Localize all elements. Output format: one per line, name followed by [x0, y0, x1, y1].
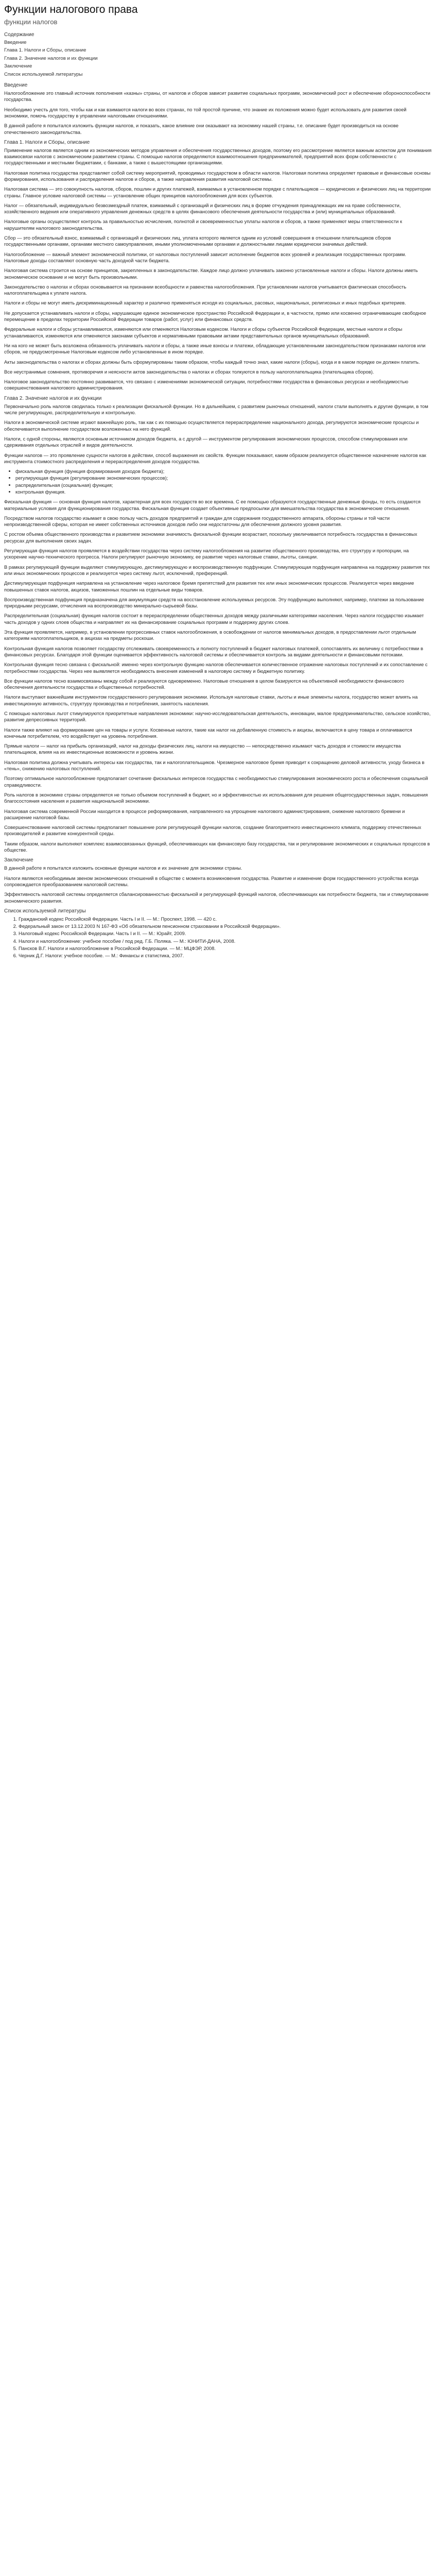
- paragraph: Налог — обязательный, индивидуально безвозмездный платеж, взимаемый с организаций и физических лиц в форме отчуждения принадлежащих им на праве собственности, хозяйственного ведения или оперативного управления денежных средств в целях финансового обеспечения деятельности государства и (или) муниципальных образований.: [4, 202, 401, 215]
- paragraph: Эта функция проявляется, например, в установлении прогрессивных ставок налогообложения, в освобождении от налогов минимальных доходов, в предоставлении льгот отдельным категориям налогоплательщиков, в акцизах на предметы роскоши.: [4, 629, 416, 641]
- paragraph: В данной работе я попытался изложить основные функции налогов и их значение для экономики страны.: [4, 865, 242, 871]
- table-of-contents: [4, 40, 432, 78]
- paragraph: Налоги, с одной стороны, являются основным источником доходов бюджета, а с другой — инструментом регулирования экономических процессов, способом стимулирования или сдерживания отдельных отраслей и видов деятельности.: [4, 435, 408, 448]
- paragraph: Налоги и сборы не могут иметь дискриминационный характер и различно применяться исходя из социальных, расовых, национальных, религиозных и иных подобных критериев.: [4, 300, 406, 306]
- paragraph: В рамках регулирующей функции выделяют стимулирующую, дестимулирующую и воспроизводственную подфункции. Стимулирующая подфункция направлена на поддержку развития тех или иных экономических процессов и реализуется через систему льгот, исключений, преференций.: [4, 564, 430, 576]
- paragraph: Законодательство о налогах и сборах основывается на признании всеобщности и равенства налогообложения. При установлении налогов учитывается фактическая способность налогоплательщика к уплате налога.: [4, 283, 407, 296]
- paragraph: Контрольная функция тесно связана с фискальной: именно через контрольную функцию налогов обеспечивается количественное отражение налоговых поступлений и их сопоставление с потребностями государства. Через нее выявляется необходимость внесения изменений в налоговую систему и бюджетную политику.: [4, 662, 428, 674]
- page-title: Функции налогового права: [4, 4, 138, 15]
- conclusion-heading: Заключение: [4, 857, 33, 863]
- toc-heading: Содержание: [4, 32, 34, 38]
- reference-item: 4. Налоги и налогообложение: учебное пособие / под ред. Г.Б. Поляка. — М.: ЮНИТИ-ДАНА, 2008.: [19, 938, 432, 944]
- reference-item: 6. Черник Д.Г. Налоги: учебное пособие. — М.: Финансы и статистика, 2007.: [19, 953, 432, 959]
- paragraph: В данной работе я попытался изложить функции налогов, и показать, какое влияние они оказывают на экономику нашей страны, т.е. описание будет производиться на основе отечественного законодательства.: [4, 123, 399, 135]
- paragraph: Таким образом, налоги выполняют комплекс взаимосвязанных функций, обеспечивающих как финансовую базу государства, так и регулирование экономических и социальных процессов в обществе.: [4, 840, 430, 853]
- reference-item: 3. Налоговый кодекс Российской Федерации. Часть I и II. — М.: Юрайт, 2009.: [19, 930, 432, 937]
- paragraph: С помощью налоговых льгот стимулируются приоритетные направления экономики: научно-исследовательская деятельность, инновации, малое предпринимательство, сельское хозяйство, развитие депрессивных территорий.: [4, 710, 431, 723]
- paragraph: Налоговая система строится на основе принципов, закрепленных в законодательстве. Каждое лицо должно уплачивать законно установленные налоги и сборы. Налоги должны иметь экономическое основание и не могут быть произвольными.: [4, 267, 418, 280]
- reference-item: 1. Гражданский кодекс Российской Федерации. Часть I и II. — М.: Проспект, 1998. — 420 с.: [19, 916, 432, 922]
- paragraph: Функции налогов — это проявление сущности налогов в действии, способ выражения их свойств. Функции показывают, каким образом реализуется общественное назначение налогов как инструмента стоимостного распределения и перераспределения доходов государства.: [4, 452, 426, 464]
- paragraph: Налогообложение это главный источник пополнения «казны» страны, от налогов и сборов зависит развитие социальных программ, экономический рост и обеспечение обороноспособности государства.: [4, 90, 430, 103]
- reference-item: 2. Федеральный закон от 13.12.2003 N 167-ФЗ «Об обязательном пенсионном страховании в Российской Федерации».: [19, 923, 432, 929]
- paragraph: Ни на кого не может быть возложена обязанность уплачивать налоги и сборы, а также иные взносы и платежи, обладающие установленными законодательством признаками налогов или сборов, не предусмотренные Налоговым кодексом либо установленные в ином порядке.: [4, 342, 426, 355]
- functions-list: [4, 468, 432, 495]
- intro-section: [4, 90, 432, 135]
- paragraph: Налоги также влияют на формирование цен на товары и услуги. Косвенные налоги, такие как налог на добавленную стоимость и акцизы, включаются в цену товара и оплачиваются конечным потребителем, что воздействует на уровень потребления.: [4, 726, 412, 739]
- paragraph: Первоначально роль налогов сводилась только к реализации фискальной функции. Но в дальнейшем, с развитием рыночных отношений, налоги стали выполнять и другие функции, в том числе регулирующую, распределительную и контрольную.: [4, 403, 428, 416]
- paragraph: Необходимо учесть для того, чтобы как и как взимаются налоги во всех странах, по той простой причине, что знание их положения можно будет использовать для развития своей экономики, помочь государству в управлении налоговыми отношениями.: [4, 106, 407, 118]
- page-subtitle: функции налогов: [4, 18, 58, 26]
- reference-item: 5. Пансков В.Г. Налоги и налогообложение в Российской Федерации. — М.: МЦФЭР, 2008.: [19, 945, 432, 952]
- list-item: • контрольная функция.: [15, 489, 432, 495]
- paragraph: Дестимулирующая подфункция направлена на установление через налоговое бремя препятствий для развития тех или иных экономических процессов. Реализуется через введение повышенных ставок налогов, акцизов, таможенных пошлин на отдельные виды товаров.: [4, 580, 414, 592]
- intro-heading: Введение: [4, 82, 28, 89]
- paragraph: Налоги выступают важнейшим инструментом государственного регулирования экономики. Используя налоговые ставки, льготы и иные элементы налога, государство может влиять на инвестиционную активность, структуру производства и потребления, занятость населения.: [4, 694, 418, 706]
- paragraph: Посредством налогов государство изымает в свою пользу часть доходов предприятий и граждан для содержания государственного аппарата, обороны страны и той части непроизводственной сферы, которая не имеет собственных источников доходов либо они недостаточны для обеспечения должного уровня развития.: [4, 515, 390, 528]
- paragraph: Распределительная (социальная) функция налогов состоит в перераспределении общественных доходов между различными категориями населения. Через налоги государство изымает часть доходов у одних слоев общества и направляет их на финансирование социальных программ и поддержку других слоев.: [4, 613, 424, 625]
- toc-item: Список используемой литературы: [4, 71, 83, 77]
- paragraph: С ростом объема общественного производства и развитием экономики значимость фискальной функции возрастает, поскольку увеличивается потребность государства в финансовых ресурсах для выполнения своих задач.: [4, 531, 417, 544]
- toc-item: Заключение: [4, 63, 32, 70]
- references-heading: Список используемой литературы: [4, 908, 86, 914]
- chapter1-section: [4, 147, 432, 392]
- paragraph: Налоговая политика государства представляет собой систему мероприятий, проводимых государством в области налогов. Налоговая политика определяет правовые и финансовые основы формирования, использования и распределения налогов и сборов, а также направления развития налоговой системы.: [4, 170, 431, 182]
- paragraph: Сбор — это обязательный взнос, взимаемый с организаций и физических лиц, уплата которого является одним из условий совершения в отношении плательщиков сборов государственными органами, органами местного самоуправления, иными уполномоченными органами и должностными лицами юридически значимых действий.: [4, 235, 391, 247]
- chapter1-heading: Глава 1. Налоги и Сборы, описание: [4, 139, 90, 145]
- conclusion-section: [4, 865, 432, 904]
- toc-item: Глава 2. Значение налогов и их функции: [4, 55, 98, 61]
- paragraph: Не допускается устанавливать налоги и сборы, нарушающие единое экономическое пространство Российской Федерации и, в частности, прямо или косвенно ограничивающие свободное перемещение в пределах территории Российской Федерации товаров (работ, услуг) или финансовых средств.: [4, 310, 426, 323]
- chapter2-heading: Глава 2. Значение налогов и их функции: [4, 395, 102, 401]
- paragraph: Налогообложение — важный элемент экономической политики, от налоговых поступлений зависит исполнение бюджетов всех уровней и реализация государственных программ. Налоговые доходы составляют основную часть доходной части бюджета.: [4, 251, 406, 263]
- paragraph: Все функции налогов тесно взаимосвязаны между собой и реализуются одновременно. Налоговые отношения в целом базируются на объективной необходимости финансового обеспечения деятельности государства и общественных потребностей.: [4, 677, 404, 690]
- paragraph: Все неустранимые сомнения, противоречия и неясности актов законодательства о налогах и сборах толкуются в пользу налогоплательщика (плательщика сборов).: [4, 368, 374, 375]
- toc-item: Глава 1. Налоги и Сборы, описание: [4, 47, 86, 54]
- paragraph: Регулирующая функция налогов проявляется в воздействии государства через систему налогообложения на развитие общественного производства, его структуру и пропорции, на ускорение научно-технического прогресса. Налоги регулируют рыночную экономику, ее развитие через налоговые ставки, льготы, санкции.: [4, 548, 409, 560]
- paragraph: Эффективность налоговой системы определяется сбалансированностью фискальной и регулирующей функций налогов, обеспечивающих как потребности бюджета, так и стимулирование экономического развития.: [4, 891, 429, 904]
- paragraph: Контрольная функция налогов позволяет государству отслеживать своевременность и полноту поступлений в бюджет налоговых платежей, сопоставлять их величину с потребностями в финансовых ресурсах. Благодаря этой функции оценивается эффективность налоговой системы и обеспечивается контроль за видами деятельности и финансовыми потоками.: [4, 645, 423, 657]
- list-item: • фискальная функция (функция формирования доходов бюджета);: [15, 468, 432, 474]
- paragraph: Налоги являются необходимым звеном экономических отношений в обществе с момента возникновения государства. Развитие и изменение форм государственного устройства всегда сопровождается преобразованием налоговой системы.: [4, 875, 418, 887]
- paragraph: Роль налогов в экономике страны определяется не только объемом поступлений в бюджет, но и эффективностью их использования для решения общегосударственных задач, повышения благосостояния населения и развития национальной экономики.: [4, 791, 428, 804]
- paragraph: Акты законодательства о налогах и сборах должны быть сформулированы таким образом, чтобы каждый точно знал, какие налоги (сборы), когда и в каком порядке он должен платить.: [4, 359, 420, 365]
- paragraph: Совершенствование налоговой системы предполагает повышение роли регулирующей функции налогов, создание благоприятного инвестиционного климата, поддержку отечественных производителей и развитие конкурентной среды.: [4, 824, 422, 837]
- paragraph: Налоговая система — это совокупность налогов, сборов, пошлин и других платежей, взимаемых в установленном порядке с плательщиков — юридических и физических лиц на территории страны. Главное условие налоговой системы — установление общих принципов налогообложения для всех субъектов.: [4, 186, 431, 198]
- paragraph: Налоговое законодательство постоянно развивается, что связано с изменениями экономической ситуации, потребностями государства в финансовых ресурсах и необходимостью совершенствования налогового администрирования.: [4, 379, 409, 391]
- paragraph: Налоги в экономической системе играют важнейшую роль, так как с их помощью осуществляется перераспределение национального дохода, регулируются экономические процессы и обеспечивается выполнение государством возложенных на него функций.: [4, 419, 419, 432]
- paragraph: Применение налогов является одним из экономических методов управления и обеспечения государственных доходов, поэтому его рассмотрение является важным аспектом для понимания взаимосвязи налогов с экономическим развитием страны. С помощью налогов определяются взаимоотношения предпринимателей, предприятий всех форм собственности с государственными и местными бюджетами, с банками, а также с вышестоящими организациями.: [4, 147, 432, 166]
- paragraph: Фискальная функция — основная функция налогов, характерная для всех государств во все времена. С ее помощью образуются государственные денежные фонды, то есть создаются материальные условия для функционирования государства. Фискальная функция создает объективные предпосылки для вмешательства государства в экономические отношения.: [4, 499, 421, 511]
- chapter2-section: [4, 403, 432, 465]
- list-item: • регулирующая функция (регулирование экономических процессов);: [15, 475, 432, 481]
- paragraph: Воспроизводственная подфункция предназначена для аккумуляции средств на восстановление используемых ресурсов. Эту подфункцию выполняют, например, платежи за пользование природными ресурсами, отчисления на воспроизводство минерально-сырьевой базы.: [4, 596, 424, 609]
- paragraph: Федеральные налоги и сборы устанавливаются, изменяются или отменяются Налоговым кодексом. Налоги и сборы субъектов Российской Федерации, местные налоги и сборы устанавливаются, изменяются или отменяются законами субъектов и нормативными правовыми актами представительных органов муниципальных образований.: [4, 326, 403, 338]
- paragraph: Налоговая политика должна учитывать интересы как государства, так и налогоплательщиков. Чрезмерное налоговое бремя приводит к сокращению деловой активности, уходу бизнеса в «тень», снижению налоговых поступлений.: [4, 759, 425, 772]
- paragraph: Поэтому оптимальное налогообложение предполагает сочетание фискальных интересов государства с необходимостью стимулирования экономического роста и обеспечения социальной справедливости.: [4, 775, 428, 788]
- references-list: [4, 916, 432, 959]
- paragraph: Налоговые органы осуществляют контроль за правильностью исчисления, полнотой и своевременностью уплаты налогов и сборов, а также применяют меры ответственности к нарушителям налогового законодательства.: [4, 218, 403, 231]
- toc-item: Введение: [4, 40, 27, 45]
- paragraph: Прямые налоги — налог на прибыль организаций, налог на доходы физических лиц, налоги на имущество — непосредственно изымают часть доходов и стоимости имущества плательщиков, влияя на их инвестиционные возможности и уровень жизни.: [4, 743, 401, 755]
- chapter2-section-continued: [4, 499, 432, 853]
- paragraph: Налоговая система современной России находится в процессе реформирования, направленного на упрощение налогового администрирования, снижение налогового бремени и расширение налоговой базы.: [4, 808, 405, 820]
- list-item: • распределительная (социальная) функция;: [15, 482, 432, 488]
